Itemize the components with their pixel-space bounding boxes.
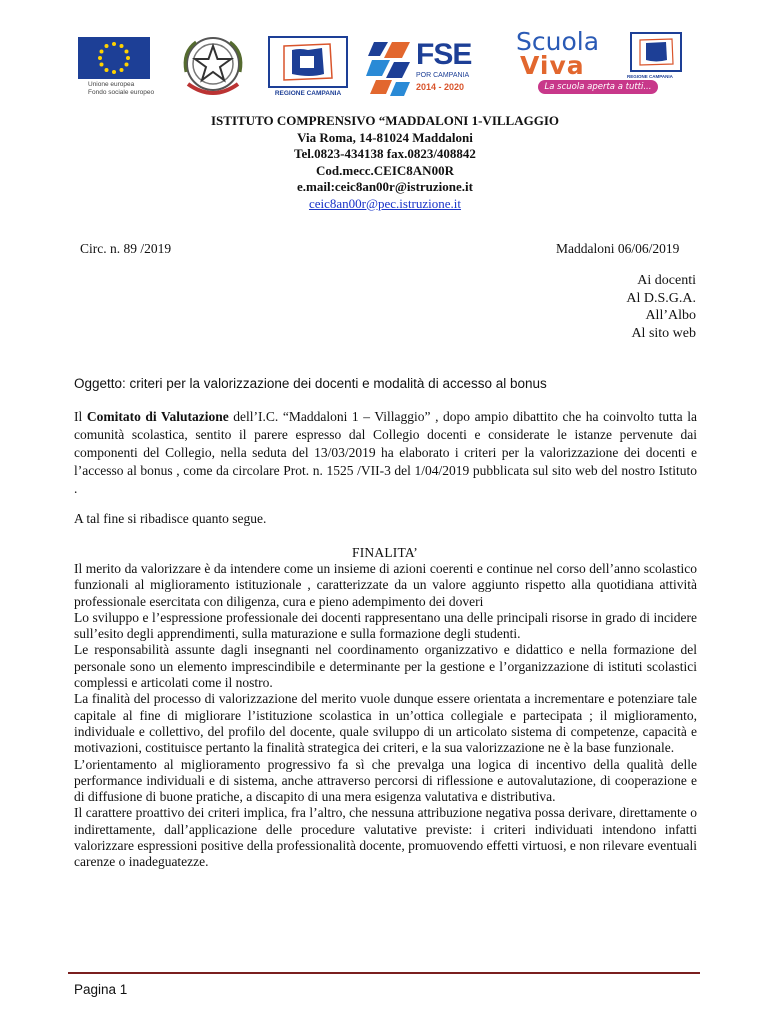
campania-label: REGIONE CAMPANIA (274, 90, 342, 97)
eu-caption-line2: Fondo sociale europeo (88, 89, 155, 96)
campania-shield-icon (630, 32, 682, 72)
recipient: Al sito web (631, 325, 696, 341)
fse-subtitle: POR CAMPANIA (416, 72, 470, 79)
fse-mark-icon (366, 36, 414, 98)
eu-caption-line1: Unione europea (88, 81, 135, 88)
body-paragraph: Le responsabilità assunte dagli insegnanti nel coordinamento organizzativo e didattico e nella formazione del personale sono un elemento imprescindibile e determinante per la gestione e l’organizzazione di istituti scolastici complessi e articolati come il nostro. (74, 642, 697, 691)
school-email: e.mail:ceic8an00r@istruzione.it (297, 179, 473, 194)
page-number: Pagina 1 (74, 982, 128, 997)
pec-link[interactable]: ceic8an00r@pec.istruzione.it (308, 195, 462, 211)
intro-text: dell’I.C. “Maddaloni 1 – Villaggio” , dopo ampio dibattito che ha coinvolto tutta la comunità scolastica, sentito il parere espresso dal Collegio docenti e considerate le istanze pervenute dai componenti del Collegio, nella seduta del 13/03/2019 ha elaborato i criteri per la valorizzazione dei docenti e l’accesso al bonus , come da circolare Prot. n. 1525 /VII-3 del 1/04/2019 pubblicata sul sito web del nostro Istituto . (74, 409, 697, 496)
school-header (0, 113, 770, 212)
scuola-word: Scuola (516, 27, 600, 56)
fse-title: FSE (416, 38, 472, 71)
logo-bar (0, 0, 770, 110)
recipient: All’Albo (645, 308, 696, 323)
intro-prefix: Il (74, 409, 87, 424)
eu-flag-icon (78, 37, 150, 79)
scuola-viva-logo (514, 28, 694, 98)
footer-divider (68, 972, 700, 974)
regione-campania-logo (268, 36, 348, 98)
circular-number: Circ. n. 89 /2019 (80, 241, 172, 256)
body-paragraph: Il merito da valorizzare è da intendere come un insieme di azioni coerenti e continue nel corso dell’anno scolastico funzionali al miglioramento istituzionale , caratterizzate da un valore aggiunto rispetto alla quotidiana attività professionale esercitata con diligenza, cura e pieno adempimento dei doveri (74, 561, 697, 609)
body-paragraph: Il carattere proattivo dei criteri implica, fra l’altro, che nessuna attribuzione negativa possa derivare, direttamente o indirettamente, dall’applicazione delle procedure valutative previste: i criteri individuati intendono infatti valorizzare espressioni positive della professionalità docente, promuovendo effetti virtuosi, e non rilevare eventuali carenze o inadeguatezze. (74, 805, 697, 870)
eu-logo (78, 37, 155, 97)
campania-shield-icon (268, 36, 348, 88)
tal-fine-line: A tal fine si ribadisce quanto segue. (74, 511, 267, 526)
school-phone: Tel.0823-434138 fax.0823/408842 (294, 146, 476, 161)
recipients-block (626, 272, 696, 342)
scuola-tagline: La scuola aperta a tutti... (538, 80, 658, 94)
intro-bold: Comitato di Valutazione (86, 409, 229, 424)
subject-line: Oggetto: criteri per la valorizzazione dei docenti e modalità di accesso al bonus (74, 376, 547, 391)
scuola-region-label: REGIONE CAMPANIA (627, 74, 673, 79)
document-date: Maddaloni 06/06/2019 (556, 241, 680, 256)
viva-word: Viva (520, 51, 585, 80)
fse-logo (366, 36, 476, 98)
fse-years: 2014 - 2020 (416, 82, 465, 92)
body-paragraph: Lo sviluppo e l’espressione professionale dei docenti rappresentano una delle principali risorse in grado di incidere sull’esito degli apprendimenti, sulla maturazione e sulla formazione degli studenti. (74, 609, 697, 642)
body-paragraph: La finalità del processo di valorizzazione del merito vuole dunque essere orientata a incrementare e potenziare tale capitale al fine di migliorare l’istituzione scolastica in un’ottica collegiale e partecipata ; il miglioramento, individuale e collettivo, del profilo del docente, quale sviluppo di un articolato sistema di competenze, capacità e motivazioni, costituisce pertanto la finalità strategica dei criteri, e la sua valorizzazione ne è la base funzionale. (74, 691, 697, 756)
recipient: Ai docenti (637, 273, 696, 288)
finalita-body (74, 561, 697, 871)
school-name: ISTITUTO COMPRENSIVO “MADDALONI 1-VILLAGGIO (210, 113, 560, 128)
recipient: Al D.S.G.A. (626, 290, 696, 306)
school-code: Cod.mecc.CEIC8AN00R (316, 162, 454, 178)
intro-paragraph (74, 408, 697, 498)
italian-republic-emblem-icon (178, 32, 248, 104)
school-address: Via Roma, 14-81024 Maddaloni (297, 129, 473, 145)
body-paragraph: L’orientamento al miglioramento progressivo fa sì che prevalga una logica di incentivo della qualità delle performance individuali e di sistema, anche attraverso percorsi di riflessione e autovalutazione, di cooperazione e di diffusione di buone pratiche, a discapito di una mera esigenza valutativa e distributiva. (74, 756, 697, 805)
section-title: FINALITA’ (352, 545, 418, 560)
